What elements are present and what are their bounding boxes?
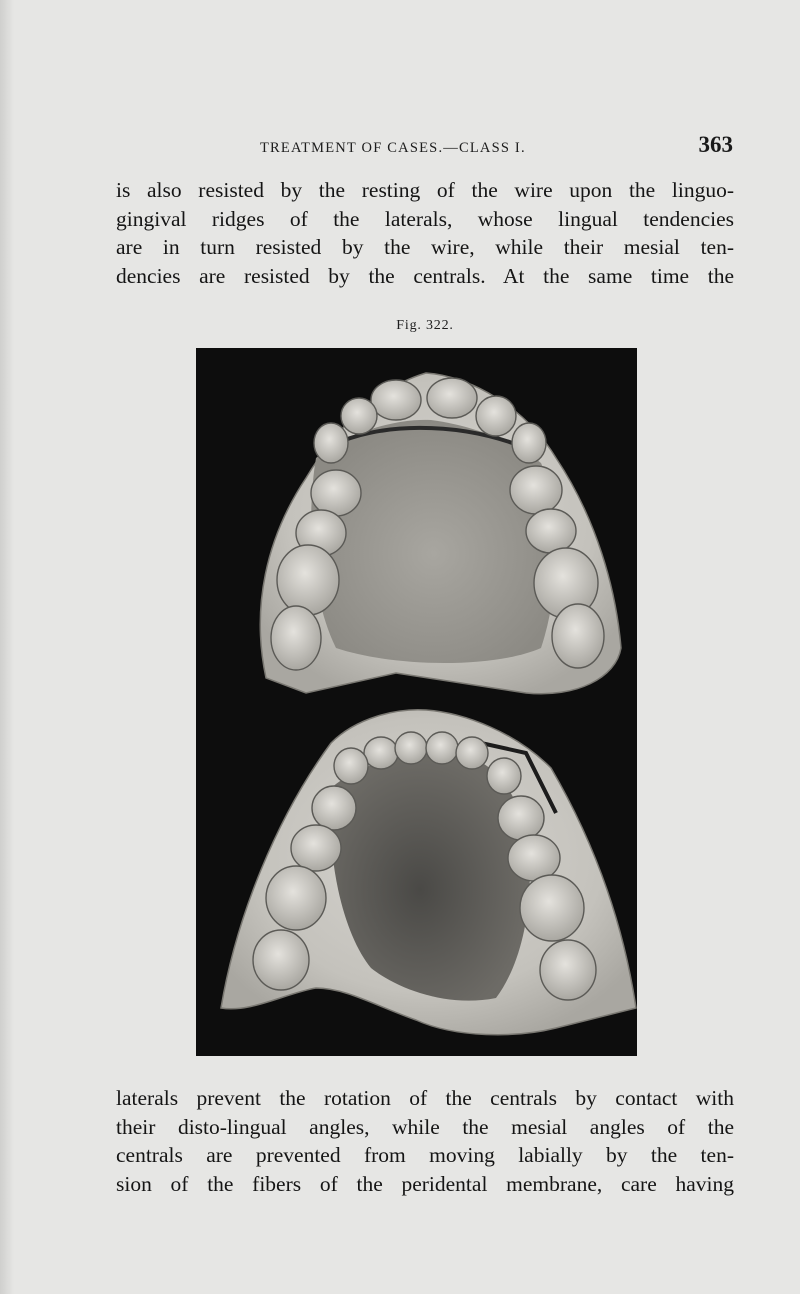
dental-casts-icon (196, 348, 637, 1056)
text-line: dencies are resisted by the centrals. At the same time the (116, 263, 734, 288)
page-gutter-shadow (0, 0, 14, 1294)
paragraph-top (116, 176, 734, 290)
text-line: laterals prevent the rotation of the centrals by contact with (116, 1086, 734, 1110)
text-line: sion of the fibers of the peridental membrane, care having (116, 1171, 734, 1196)
figure-photo (196, 348, 637, 1056)
page-number: 363 (698, 132, 733, 157)
text-line: their disto-lingual angles, while the mesial angles of the (116, 1114, 734, 1139)
text-line: is also resisted by the resting of the wire upon the linguo- (116, 178, 734, 202)
text-line: centrals are prevented from moving labially by the ten- (116, 1143, 734, 1167)
running-title: TREATMENT OF CASES.—CLASS I. (260, 140, 526, 156)
text-line: are in turn resisted by the wire, while their mesial ten- (116, 235, 734, 259)
figure-caption: Fig. 322. (396, 318, 454, 333)
running-head (115, 132, 735, 162)
paragraph-bottom (116, 1084, 734, 1198)
text-line: gingival ridges of the laterals, whose lingual tendencies (116, 206, 734, 231)
